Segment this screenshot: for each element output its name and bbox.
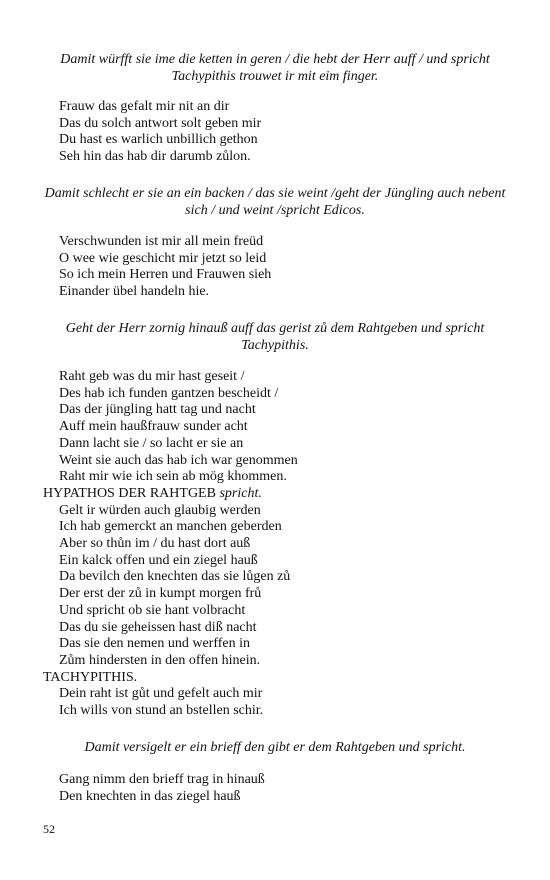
verse-stanza-5	[43, 772, 513, 805]
speaker-heading-hypathos	[43, 486, 513, 503]
verse-line: Zům hindersten in den offen hinein.	[59, 652, 261, 668]
stage-direction-1: Damit würfft sie ime die ketten in geren / die hebt der Herr auff / und spricht Tachypithis trouwet ir mit eim finger.	[60, 52, 490, 84]
stage-direction-2: Damit schlecht er sie an ein backen / das sie weint /geht der Jüngling auch nebent sich / und weint /spricht Edicos.	[44, 186, 506, 218]
verse-stanza-2	[43, 234, 513, 301]
stage-direction-3: Geht der Herr zornig hinauß auff das gerist zů dem Rahtgeben und spricht Tachypithis.	[65, 321, 485, 353]
speaker-verb: spricht.	[219, 485, 262, 501]
verse-line: Frauw das gefalt mir nit an dir	[59, 99, 230, 114]
verse-stanza-3	[43, 369, 513, 720]
verse-line: Das du sie geheissen hast diß nacht	[59, 619, 257, 635]
verse-line: Du hast es warlich unbillich gethon	[59, 132, 258, 148]
verse-line: Den knechten in das ziegel hauß	[59, 788, 241, 804]
verse-line: Verschwunden ist mir all mein freüd	[59, 234, 264, 249]
speaker-heading-tachypithis: TACHYPITHIS.	[43, 669, 138, 685]
verse-line: Ein kalck offen und ein ziegel hauß	[59, 552, 258, 568]
verse-line: Raht geb was du mir hast geseit /	[59, 369, 245, 384]
verse-line: Seh hin das hab dir darumb zůlon.	[59, 149, 251, 165]
verse-line: Dann lacht sie / so lacht er sie an	[59, 435, 244, 451]
verse-line: Das der jüngling hatt tag und nacht	[59, 402, 256, 418]
verse-line: Weint sie auch das hab ich war genommen	[59, 452, 298, 468]
verse-line: Dein raht ist gůt und gefelt auch mir	[59, 686, 263, 702]
verse-line: Ich hab gemerckt an manchen geberden	[59, 519, 282, 535]
verse-line: Des hab ich funden gantzen bescheidt /	[59, 385, 279, 401]
verse-line: So ich mein Herren und Frauwen sieh	[59, 267, 272, 283]
verse-line: Einander übel handeln hie.	[59, 284, 210, 300]
page-number: 52	[43, 822, 55, 836]
verse-line: Gelt ir würden auch glaubig werden	[59, 502, 261, 518]
verse-line: Ich wills von stund an bstellen schir.	[59, 703, 264, 719]
verse-line: Da bevilch den knechten das sie lůgen zů	[59, 569, 291, 585]
verse-line: Gang nimm den brieff trag in hinauß	[59, 772, 265, 787]
stage-direction-4: Damit versigelt er ein brieff den gibt er dem Rahtgeben und spricht.	[84, 740, 466, 755]
verse-line: O wee wie geschicht mir jetzt so leid	[59, 250, 267, 266]
verse-line: Raht mir wie ich sein ab mög khommen.	[59, 469, 287, 485]
speaker-name: HYPATHOS DER RAHTGEB	[43, 485, 216, 501]
verse-stanza-1	[43, 99, 513, 166]
verse-line: Und spricht ob sie hant volbracht	[59, 602, 246, 618]
verse-line: Das sie den nemen und werffen in	[59, 636, 251, 652]
verse-line: Das du solch antwort solt geben mir	[59, 115, 262, 131]
verse-line: Auff mein haußfrauw sunder acht	[59, 419, 248, 435]
verse-line: Aber so thůn im / du hast dort auß	[59, 536, 251, 552]
verse-line: Der erst der zů in kumpt morgen frů	[59, 586, 262, 602]
